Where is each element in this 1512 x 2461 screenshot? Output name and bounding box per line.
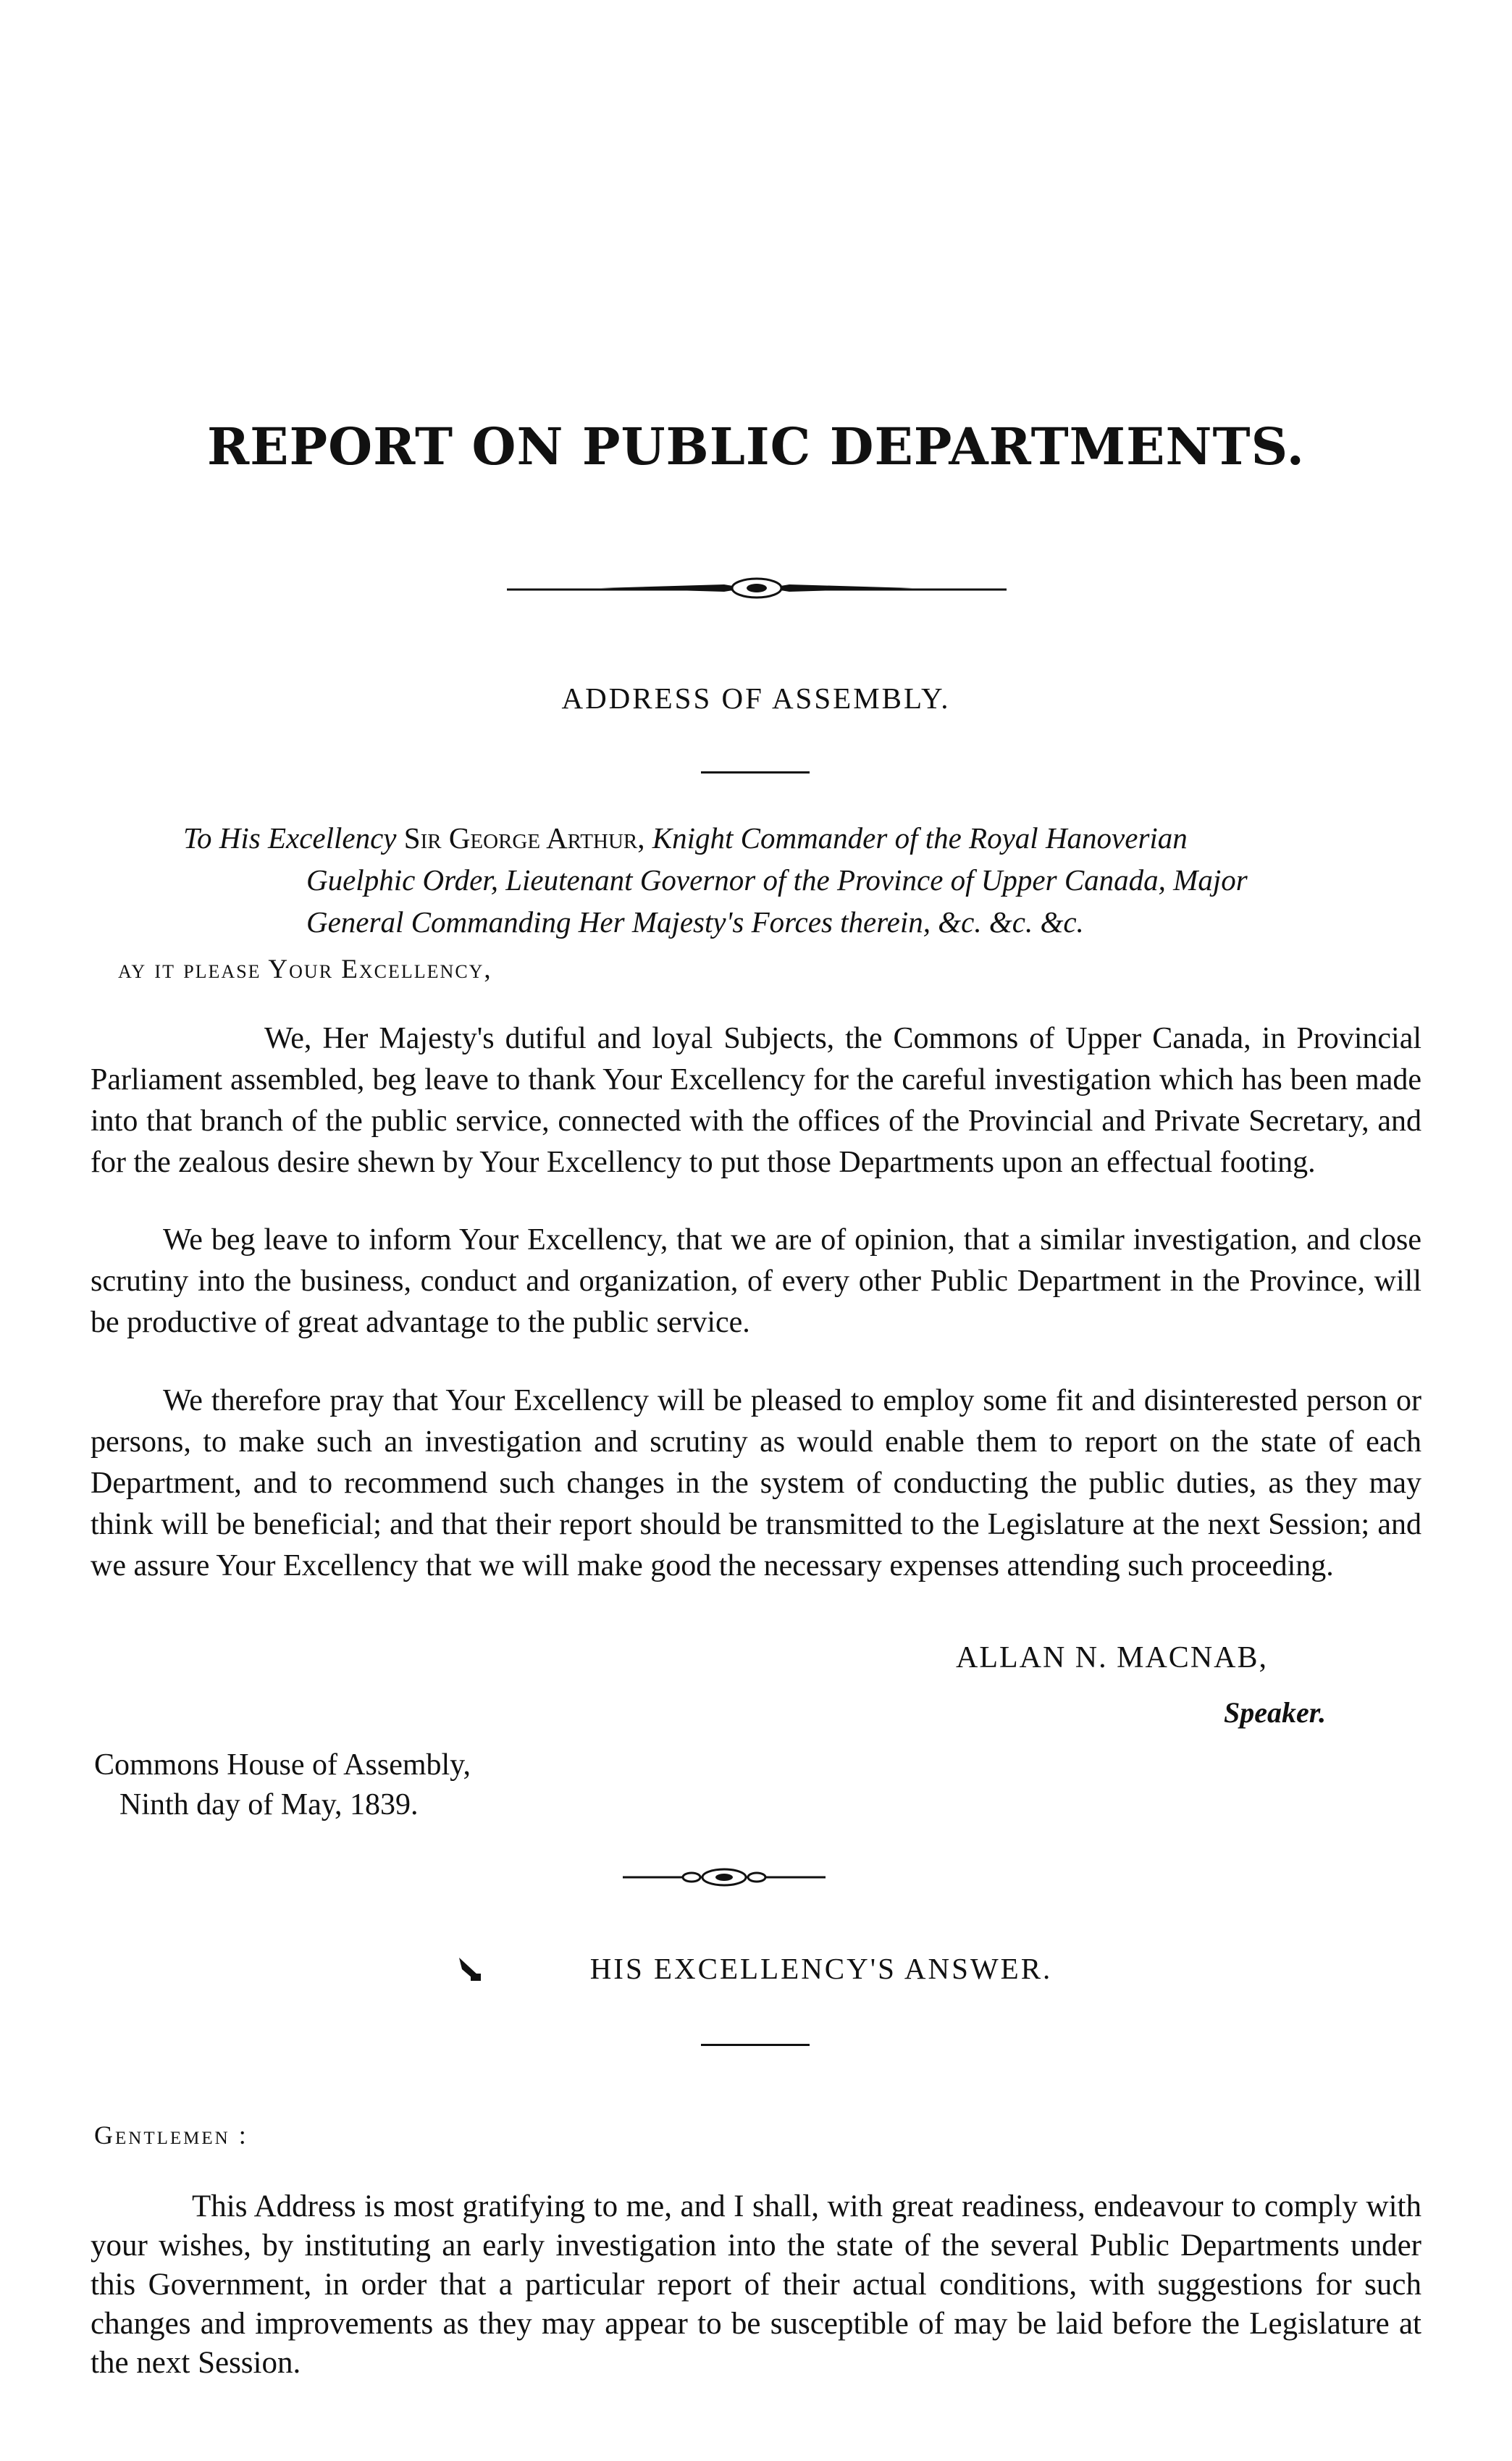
- answer-paragraph: This Address is most gratifying to me, and I shall, with great readiness, endeavour to comply with your wishes, by instituting an early investigation into the state of the several Public Departments under this Government, in order that a particular report of their actual conditions, with suggestions for such changes and improvements as they may appear to be susceptible of may be laid before the Legislature at the next Session.: [91, 2189, 1421, 2380]
- document-title: REPORT ON PUBLIC DEPARTMENTS.: [206, 416, 1306, 477]
- signature-role: Speaker.: [1224, 1696, 1327, 1729]
- answer-heading: HIS EXCELLENCY'S ANSWER.: [589, 1952, 1053, 1985]
- answer-salutation: Gentlemen :: [94, 2121, 248, 2150]
- address-paragraph-3: We therefore pray that Your Excellency will be pleased to employ some fit and disinterested person or persons, to make such an investigation and scrutiny as would enable them to report on the state of each Department, and to recommend such changes in the system of conducting the public duties, as they may think will be beneficial; and that their report should be transmitted to the Legislature at the next Session; and we assure Your Excellency that we will make good the necessary expenses attending such proceeding.: [91, 1384, 1421, 1582]
- short-rule-2: [701, 2044, 810, 2046]
- place-and-date: [94, 1745, 471, 1825]
- signature-name: ALLAN N. MACNAB,: [956, 1641, 1268, 1674]
- salutation: ay it please Your Excellency,: [118, 955, 492, 984]
- ornamental-divider-small: [623, 1865, 826, 1890]
- address-paragraph-2: We beg leave to inform Your Excellency, that we are of opinion, that a similar investigation, and close scrutiny into the business, conduct and organization, of every other Public Department in the Province, will be productive of great advantage to the public service.: [91, 1223, 1421, 1339]
- address-paragraph-1: We, Her Majesty's dutiful and loyal Subjects, the Commons of Upper Canada, in Provincial Parliament assembled, beg leave to thank Your Excellency for the careful investigation which has been made into that branch of the public service, connected with the offices of the Provincial and Private Secretary, and for the zealous desire shewn by Your Excellency to put those Departments upon an effectual footing.: [91, 1022, 1421, 1179]
- place-line: Commons House of Assembly,: [94, 1748, 471, 1782]
- date-line: Ninth day of May, 1839.: [119, 1788, 419, 1821]
- address-heading: ADDRESS OF ASSEMBLY.: [561, 682, 951, 715]
- addressee-line-2: Guelphic Order, Lieutenant Governor of the Province of Upper Canada, Major: [306, 863, 1248, 897]
- addressee-line-1: To His Excellency Sir George Arthur, Knight Commander of the Royal Hanoverian: [183, 821, 1188, 855]
- addressee-name: Sir George Arthur,: [403, 821, 645, 855]
- addressee-line-3: General Commanding Her Majesty's Forces therein, &c. &c. &c.: [306, 905, 1084, 939]
- short-rule: [701, 771, 810, 773]
- ornamental-divider: [507, 574, 1007, 603]
- addressee-block: [183, 817, 1429, 943]
